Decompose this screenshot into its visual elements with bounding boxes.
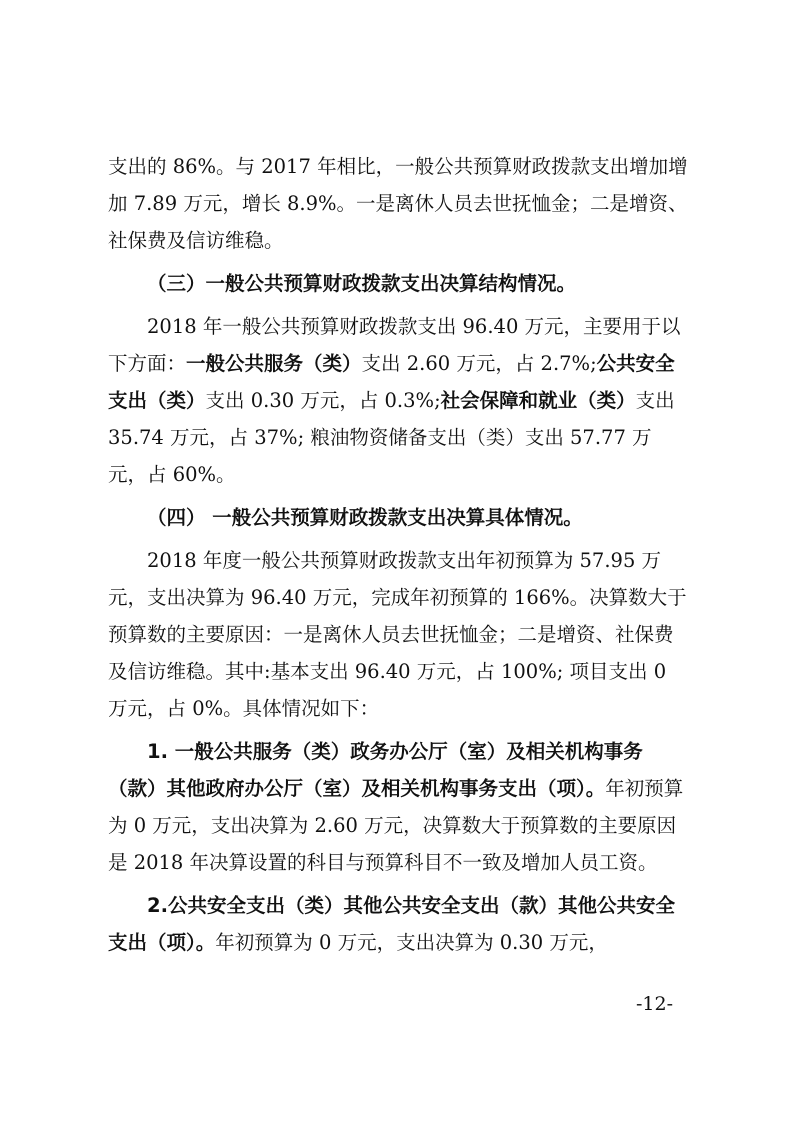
item-1 (108, 733, 688, 881)
social-security-and-grain-amount: 支出 35.74 万元，占 37%; 粮油物资储备支出（类）支出 57.77 万元，占 60%。 (108, 389, 675, 486)
category-general-public-service: 一般公共服务（类） (186, 352, 362, 375)
item-2-text: 年初预算为 0 万元，支出决算为 0.30 万元， (215, 931, 608, 954)
paragraph-expenditure-change: 支出的 86%。与 2017 年相比，一般公共预算财政拨款支出增加增加 7.89 万元，增长 8.9%。一是离休人员去世抚恤金；二是增资、社保费及信访维稳。 (108, 155, 688, 252)
page-number: -12- (636, 993, 674, 1015)
item-2-title: 2.公共安全支出（类）其他公共安全支出（款）其他公共安全支出（项）。 (108, 894, 675, 954)
general-public-service-amount: 支出 2.60 万元，占 2.7%; (361, 352, 597, 375)
category-social-security: 社会保障和就业（类） (440, 389, 636, 412)
section-heading-structure: （三）一般公共预算财政拨款支出决算结构情况。 (147, 272, 577, 295)
paragraph-details: 2018 年度一般公共预算财政拨款支出年初预算为 57.95 万元，支出决算为 96.40 万元，完成年初预算的 166%。决算数大于预算数的主要原因：一是离休人员去世抚恤金；二是增资、社保费及信访维稳。其中:基本支出 96.40 万元，占 100%; 项目支出 0 万元，占 0%。具体情况如下： (108, 549, 687, 720)
structure-intro-text: 2018 年一般公共预算财政拨款支出 96.40 万元，主要用于以下方面： (108, 315, 681, 375)
document-body (108, 148, 688, 961)
category-public-security: 公共安全支出（类） (108, 352, 675, 412)
paragraph-structure (108, 308, 688, 493)
item-2 (108, 887, 688, 961)
item-1-text: 年初预算为 0 万元，支出决算为 2.60 万元，决算数大于预算数的主要原因是 2018 年决算设置的科目与预算科目不一致及增加人员工资。 (108, 777, 684, 874)
public-security-amount: 支出 0.30 万元，占 0.3%; (205, 389, 441, 412)
section-heading-details: （四） 一般公共预算财政拨款支出决算具体情况。 (147, 506, 583, 529)
item-1-title: 1. 一般公共服务（类）政务办公厅（室）及相关机构事务（款）其他政府办公厅（室）及相关机构事务支出（项）。 (108, 740, 643, 800)
